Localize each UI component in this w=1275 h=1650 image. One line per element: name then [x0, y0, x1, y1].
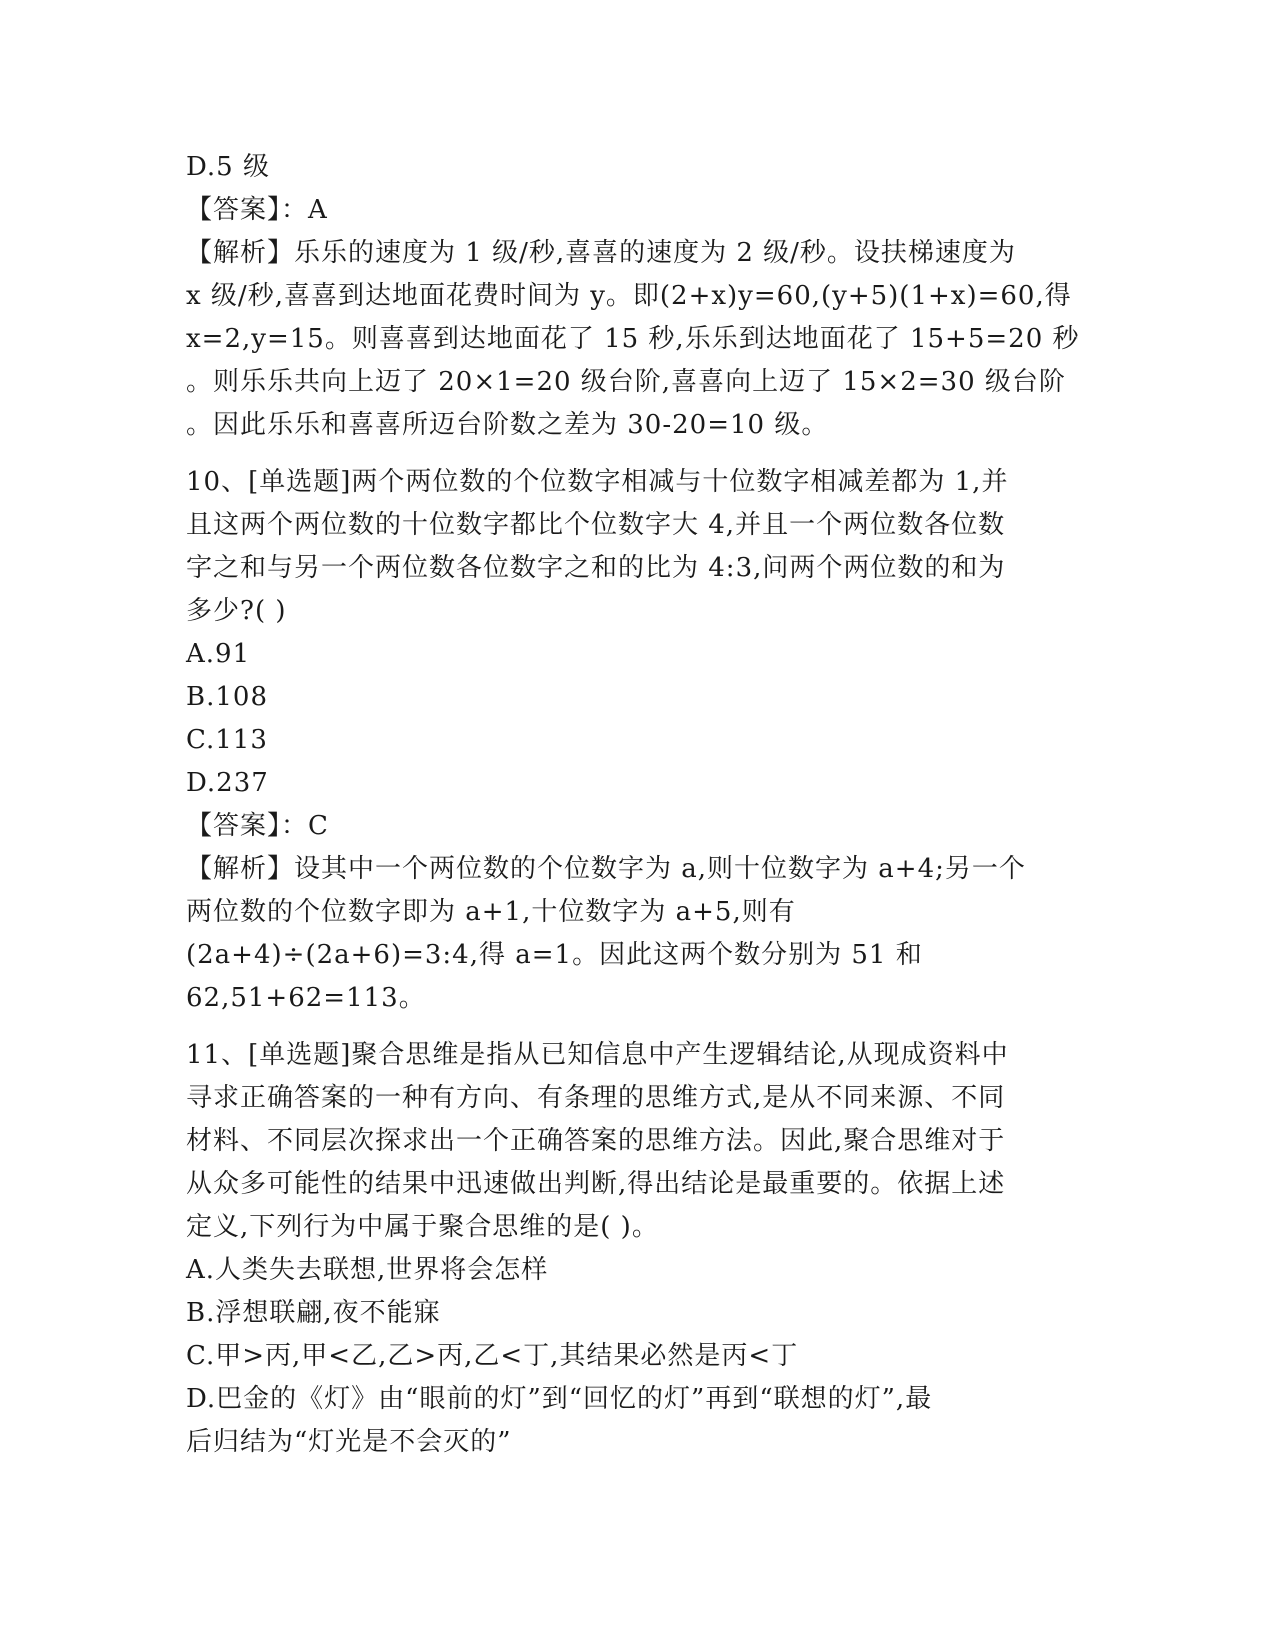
q9-analysis-line: 。因此乐乐和喜喜所迈台阶数之差为 30-20=10 级。 [186, 410, 829, 440]
q9-option-d: D.5 级 [186, 152, 270, 182]
q11-stem-line: 11、[单选题]聚合思维是指从已知信息中产生逻辑结论,从现成资料中 [186, 1040, 1009, 1070]
document-page [186, 146, 1086, 1464]
q10-stem-line: 且这两个两位数的十位数字都比个位数字大 4,并且一个两位数各位数 [186, 510, 1006, 540]
spacer [186, 1020, 1086, 1034]
q10-option-a: A.91 [186, 639, 251, 669]
q11-stem-line: 从众多可能性的结果中迅速做出判断,得出结论是最重要的。依据上述 [186, 1169, 1006, 1199]
q10-analysis-line: (2a+4)÷(2a+6)=3:4,得 a=1。因此这两个数分别为 51 和 [186, 940, 923, 970]
q10-option-c: C.113 [186, 725, 268, 755]
q10-analysis-line: 【解析】设其中一个两位数的个位数字为 a,则十位数字为 a+4;另一个 [186, 854, 1026, 884]
q10-stem-line: 10、[单选题]两个两位数的个位数字相减与十位数字相减差都为 1,并 [186, 467, 1009, 497]
q10-stem-line: 多少?( ) [186, 596, 287, 626]
q10-option-b: B.108 [186, 682, 268, 712]
q11-option-d: D.巴金的《灯》由“眼前的灯”到“回忆的灯”再到“联想的灯”,最 [186, 1384, 933, 1414]
q11-option-d-continued: 后归结为“灯光是不会灭的” [186, 1427, 512, 1457]
q9-analysis-line: x 级/秒,喜喜到达地面花费时间为 y。即(2+x)y=60,(y+5)(1+x)=60,得 [186, 281, 1072, 311]
q10-analysis-line: 两位数的个位数字即为 a+1,十位数字为 a+5,则有 [186, 897, 796, 927]
q10-answer: 【答案】：C [186, 811, 329, 841]
q10-option-d: D.237 [186, 768, 269, 798]
q11-stem-line: 定义,下列行为中属于聚合思维的是( )。 [186, 1212, 659, 1242]
q9-analysis-line: 【解析】乐乐的速度为 1 级/秒,喜喜的速度为 2 级/秒。设扶梯速度为 [186, 238, 1016, 268]
q11-stem-line: 材料、不同层次探求出一个正确答案的思维方法。因此,聚合思维对于 [186, 1126, 1006, 1156]
q9-analysis-line: x=2,y=15。则喜喜到达地面花了 15 秒,乐乐到达地面花了 15+5=20 秒 [186, 324, 1080, 354]
q9-answer: 【答案】：A [186, 195, 328, 225]
spacer [186, 447, 1086, 461]
q11-option-a: A.人类失去联想,世界将会怎样 [186, 1255, 549, 1285]
q11-option-b: B.浮想联翩,夜不能寐 [186, 1298, 441, 1328]
q10-analysis-line: 62,51+62=113。 [186, 983, 426, 1013]
q10-stem-line: 字之和与另一个两位数各位数字之和的比为 4:3,问两个两位数的和为 [186, 553, 1006, 583]
q9-analysis-line: 。则乐乐共向上迈了 20×1=20 级台阶,喜喜向上迈了 15×2=30 级台阶 [186, 367, 1066, 397]
q11-option-c: C.甲>丙,甲<乙,乙>丙,乙<丁,其结果必然是丙<丁 [186, 1341, 799, 1371]
q11-stem-line: 寻求正确答案的一种有方向、有条理的思维方式,是从不同来源、不同 [186, 1083, 1006, 1113]
